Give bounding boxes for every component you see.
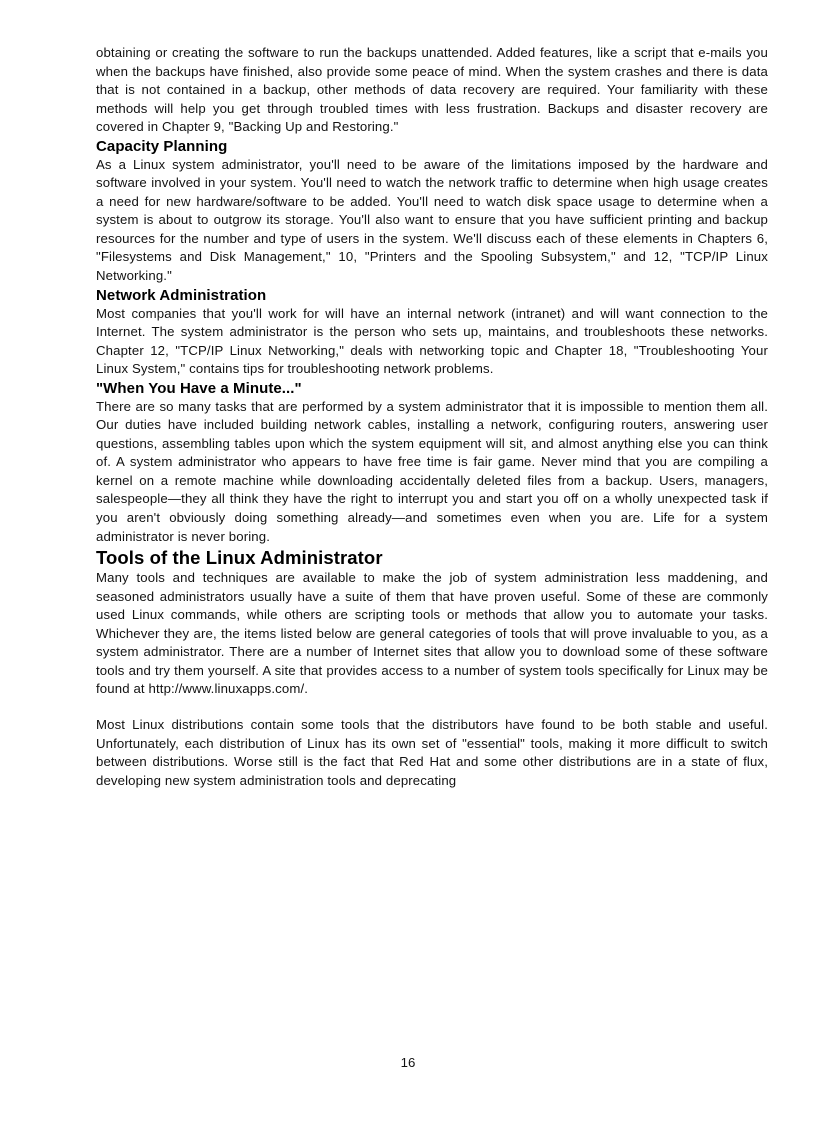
paragraph-capacity-planning: As a Linux system administrator, you'll need to be aware of the limitations imposed by the hardware and software involved in your system. You'll need to watch the network traffic to determine when high usage creates a need for new hardware/software to be added. You'll need to watch disk space usage to determine when a system is about to outgrow its storage. You'll also want to ensure that you have sufficient printing and backup resources for the number and type of users in the system. We'll discuss each of these elements in Chapters 6, "Filesystems and Disk Management," 10, "Printers and the Spooling Subsystem," and 12, "TCP/IP Linux Networking."	[96, 156, 768, 284]
page-content	[96, 44, 768, 790]
paragraph-distributions: Most Linux distributions contain some tools that the distributors have found to be both stable and useful. Unfortunately, each distribution of Linux has its own set of "essential" tools, making it more difficult to switch between distributions. Worse still is the fact that Red Hat and some other distributions are in a state of flux, developing new system administration tools and deprecating	[96, 716, 768, 788]
heading-when-you-have-a-minute: "When You Have a Minute..."	[96, 379, 302, 397]
paragraph-backups-continued: obtaining or creating the software to run the backups unattended. Added features, like a script that e-mails you when the backups have finished, also provide some peace of mind. When the system crashes and there is data that is not contained in a backup, other methods of data recovery are required. Your familiarity with these methods will help you get through troubled times with less frustration. Backups and disaster recovery are covered in Chapter 9, "Backing Up and Restoring."	[96, 45, 768, 135]
paragraph-tools-intro: Many tools and techniques are available to make the job of system administration less maddening, and seasoned administrators usually have a suite of them that have proven useful. Some of these are commonly used Linux commands, while others are scripting tools or methods that allow you to automate your tasks. Whichever they are, the items listed below are general categories of tools that will prove invaluable to you, as a system administrator. There are a number of Internet sites that allow you to download some of these software tools and try them yourself. A site that provides access to a number of system tools specifically for Linux may be found at http://www.linuxapps.com/.	[96, 570, 768, 697]
heading-network-administration: Network Administration	[96, 286, 267, 304]
paragraph-network-administration: Most companies that you'll work for will have an internal network (intranet) and will want connection to the Internet. The system administrator is the person who sets up, maintains, and troubleshoots these networks. Chapter 12, "TCP/IP Linux Networking," deals with networking topic and Chapter 18, "Troubleshooting Your Linux System," contains tips for troubleshooting network problems.	[96, 305, 768, 377]
heading-capacity-planning: Capacity Planning	[96, 137, 228, 155]
heading-tools-of-the-linux-administrator: Tools of the Linux Administrator	[96, 547, 383, 569]
page-number: 16	[400, 1055, 416, 1070]
paragraph-when-you-have-a-minute: There are so many tasks that are performed by a system administrator that it is impossible to mention them all. Our duties have included building network cables, installing a network, configuring routers, answering user questions, assembling tables upon which the system equipment will sit, and almost anything else you can think of. A system administrator who appears to have free time is fair game. Never mind that you are compiling a kernel on a remote machine while downloading accidentally deleted files from a backup. Users, managers, salespeople—they all think they have the right to interrupt you and start you off on a wholly unexpected task if you aren't obviously doing something already—and sometimes even when you are. Life for a system administrator is never boring.	[96, 398, 768, 544]
